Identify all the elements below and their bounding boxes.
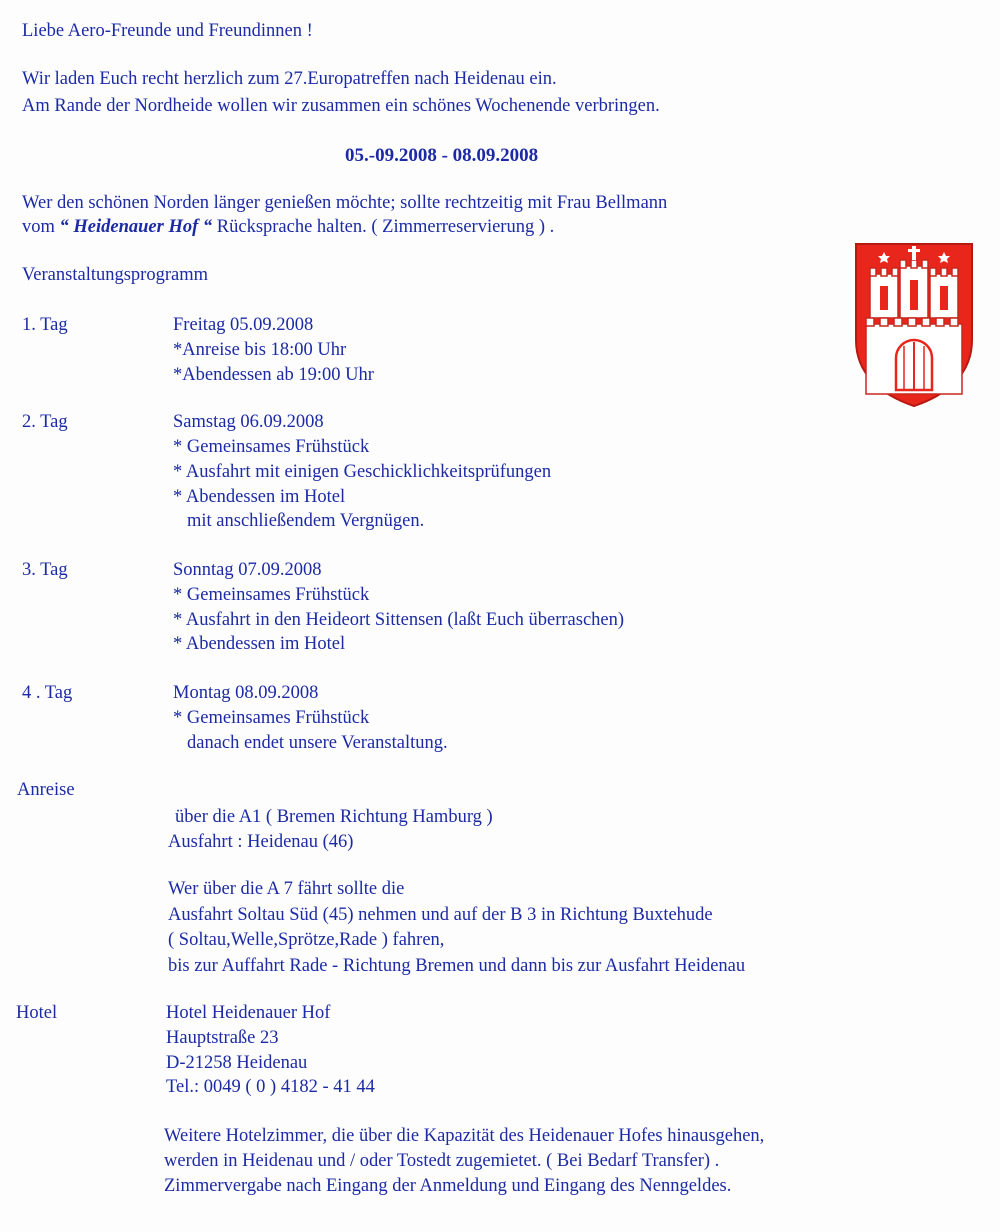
extend-stay-line-1: Wer den schönen Norden länger genießen möchte; sollte rechtzeitig mit Frau Bellmann (22, 193, 668, 213)
event-date-range: 05.-09.2008 - 08.09.2008 (345, 145, 539, 166)
day-2-line: mit anschließendem Vergnügen. (187, 511, 425, 531)
intro-line-1: Wir laden Euch recht herzlich zum 27.Europatreffen nach Heidenau ein. (22, 69, 557, 89)
day-1-line: *Anreise bis 18:00 Uhr (173, 340, 347, 360)
day-3-line: * Abendessen im Hotel (173, 634, 346, 654)
hotel-line: Hotel Heidenauer Hof (166, 1003, 331, 1023)
day-2-line: * Abendessen im Hotel (173, 487, 346, 507)
hotel-line: D-21258 Heidenau (166, 1053, 308, 1073)
day-3-line: * Ausfahrt in den Heideort Sittensen (laßt Euch überraschen) (173, 610, 625, 630)
day-4-line: Montag 08.09.2008 (173, 683, 319, 703)
hotel-line: Hauptstraße 23 (166, 1028, 279, 1048)
day-3-label: 3. Tag (22, 560, 68, 580)
hotel-line: Zimmervergabe nach Eingang der Anmeldung und Eingang des Nenngeldes. (164, 1176, 732, 1196)
hotel-name-emphasis: “ Heidenauer Hof “ (59, 217, 213, 237)
anreise-line: ( Soltau,Welle,Sprötze,Rade ) fahren, (168, 930, 445, 950)
day-4-line: danach endet unsere Veranstaltung. (187, 733, 448, 753)
day-3-line: Sonntag 07.09.2008 (173, 560, 322, 580)
anreise-line: Ausfahrt Soltau Süd (45) nehmen und auf der B 3 in Richtung Buxtehude (168, 905, 713, 925)
hotel-phone: Tel.: 0049 ( 0 ) 4182 - 41 44 (166, 1077, 375, 1097)
day-1-label: 1. Tag (22, 315, 68, 335)
day-3-line: * Gemeinsames Frühstück (173, 585, 370, 605)
hotel-line: Weitere Hotelzimmer, die über die Kapazität des Heidenauer Hofes hinausgehen, (164, 1126, 765, 1146)
extend-stay-prefix: vom (22, 217, 60, 237)
greeting: Liebe Aero-Freunde und Freundinnen ! (22, 21, 313, 41)
anreise-label: Anreise (17, 780, 75, 800)
anreise-line: Ausfahrt : Heidenau (46) (168, 832, 354, 852)
day-4-label: 4 . Tag (22, 683, 73, 703)
heidenau-coat-of-arms-icon (852, 240, 976, 408)
day-2-line: Samstag 06.09.2008 (173, 412, 324, 432)
anreise-line: bis zur Auffahrt Rade - Richtung Bremen und dann bis zur Ausfahrt Heidenau (168, 956, 746, 976)
extend-stay-suffix: Rücksprache halten. ( Zimmerreservierung ) . (212, 217, 555, 237)
intro-line-2: Am Rande der Nordheide wollen wir zusammen ein schönes Wochenende verbringen. (22, 96, 660, 116)
program-heading: Veranstaltungsprogramm (22, 265, 208, 285)
day-2-line: * Gemeinsames Frühstück (173, 437, 370, 457)
hotel-line: werden in Heidenau und / oder Tostedt zugemietet. ( Bei Bedarf Transfer) . (164, 1151, 720, 1171)
extend-stay-line-2 (22, 218, 554, 237)
hotel-label: Hotel (16, 1003, 58, 1023)
anreise-line: Wer über die A 7 fährt sollte die (168, 879, 405, 899)
anreise-line: über die A1 ( Bremen Richtung Hamburg ) (175, 807, 493, 827)
day-2-label: 2. Tag (22, 412, 68, 432)
day-2-line: * Ausfahrt mit einigen Geschicklichkeitsprüfungen (173, 462, 552, 482)
day-1-line: Freitag 05.09.2008 (173, 315, 314, 335)
day-1-line: *Abendessen ab 19:00 Uhr (173, 365, 374, 385)
day-4-line: * Gemeinsames Frühstück (173, 708, 370, 728)
